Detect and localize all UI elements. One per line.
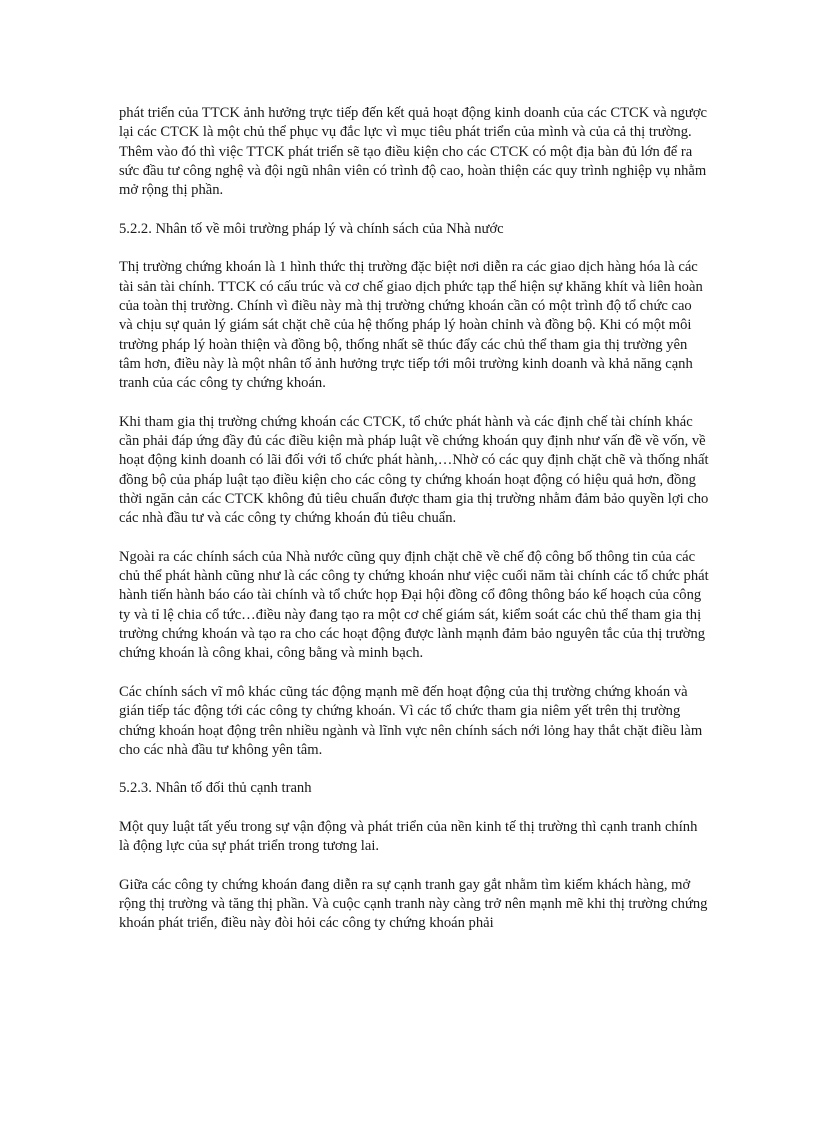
heading-5-2-3: 5.2.3. Nhân tố đối thủ cạnh tranh: [119, 780, 312, 797]
paragraph-competition-firms: Giữa các công ty chứng khoán đang diễn ra sự cạnh tranh gay gắt nhằm tìm kiếm khách hàng, mở rộng thị trường và tăng thị phần. Và cuộc cạnh tranh này càng trở nên mạnh mẽ khi thị trường chứng khoán phát triển, điều này đòi hỏi các công ty chứng khoán phải: [119, 876, 708, 932]
paragraph-disclosure-policy: Ngoài ra các chính sách của Nhà nước cũng quy định chặt chẽ về chế độ công bố thông tin của các chủ thể phát hành cũng như là các công ty chứng khoán như việc cuối năm tài chính các tổ chức phát hành tiến hành báo cáo tài chính và tổ chức họp Đại hội đồng cổ đông thông báo kế hoạch của công ty và tỉ lệ chia cổ tức…điều này đang tạo ra một cơ chế giám sát, kiểm soát các chủ thể tham gia thị trường chứng khoán và tạo ra cho các hoạt động được lành mạnh đảm bảo nguyên tắc của thị trường chứng khoán là công khai, công bằng và minh bạch.: [119, 548, 709, 662]
paragraph-competition-law: Một quy luật tất yếu trong sự vận động và phát triển của nền kinh tế thị trường thì cạnh tranh chính là động lực của sự phát triển trong tương lai.: [119, 818, 698, 855]
paragraph-macro-policy: Các chính sách vĩ mô khác cũng tác động mạnh mẽ đến hoạt động của thị trường chứng khoán và gián tiếp tác động tới các công ty chứng khoán. Vì các tổ chức tham gia niêm yết trên thị trường chứng khoán hoạt động trên nhiều ngành và lĩnh vực nên chính sách nới lỏng hay thắt chặt điều làm cho các nhà đầu tư không yên tâm.: [119, 683, 703, 758]
paragraph-legal-environment: Thị trường chứng khoán là 1 hình thức thị trường đặc biệt nơi diễn ra các giao dịch hàng hóa là các tài sản tài chính. TTCK có cấu trúc và cơ chế giao dịch phức tạp thể hiện sự khăng khít và liên hoàn của toàn thị trường. Chính vì điều này mà thị trường chứng khoán cần có một trình độ tổ chức cao và chịu sự quản lý giám sát chặt chẽ của hệ thống pháp lý hoàn chỉnh và đồng bộ. Khi có một môi trường pháp lý hoàn thiện và đồng bộ, thống nhất sẽ thúc đẩy các chủ thể tham gia thị trường yên tâm hơn, điều này là một nhân tố ảnh hưởng trực tiếp tới môi trường kinh doanh và khả năng cạnh tranh của các công ty chứng khoán.: [119, 259, 703, 392]
paragraph-participation-conditions: Khi tham gia thị trường chứng khoán các CTCK, tổ chức phát hành và các định chế tài chính khác cần phải đáp ứng đầy đủ các điều kiện mà pháp luật về chứng khoán quy định như vấn đề về vốn, về hoạt động kinh doanh có lãi đối với tổ chức phát hành,…Nhờ có các quy định chặt chẽ và thống nhất đồng bộ của pháp luật tạo điều kiện cho các công ty chứng khoán hoạt động có hiệu quả hơn, đồng thời ngăn cản các CTCK không đủ tiêu chuẩn được tham gia thị trường nhằm đảm bảo quyền lợi cho các nhà đầu tư và các công ty chứng khoán đủ tiêu chuẩn.: [119, 413, 709, 527]
document-page: [119, 104, 709, 953]
paragraph-intro: phát triển của TTCK ảnh hưởng trực tiếp đến kết quả hoạt động kinh doanh của các CTCK và ngược lại các CTCK là một chủ thể phục vụ đắc lực vì mục tiêu phát triển của mình và của cả thị trường. Thêm vào đó thì việc TTCK phát triển sẽ tạo điều kiện cho các CTCK có một địa bàn đủ lớn để ra sức đầu tư công nghệ và đội ngũ nhân viên có trình độ cao, hoàn thiện các quy trình nghiệp vụ nhằm mở rộng thị phần.: [119, 105, 708, 199]
heading-5-2-2: 5.2.2. Nhân tố về môi trường pháp lý và chính sách của Nhà nước: [119, 220, 504, 237]
